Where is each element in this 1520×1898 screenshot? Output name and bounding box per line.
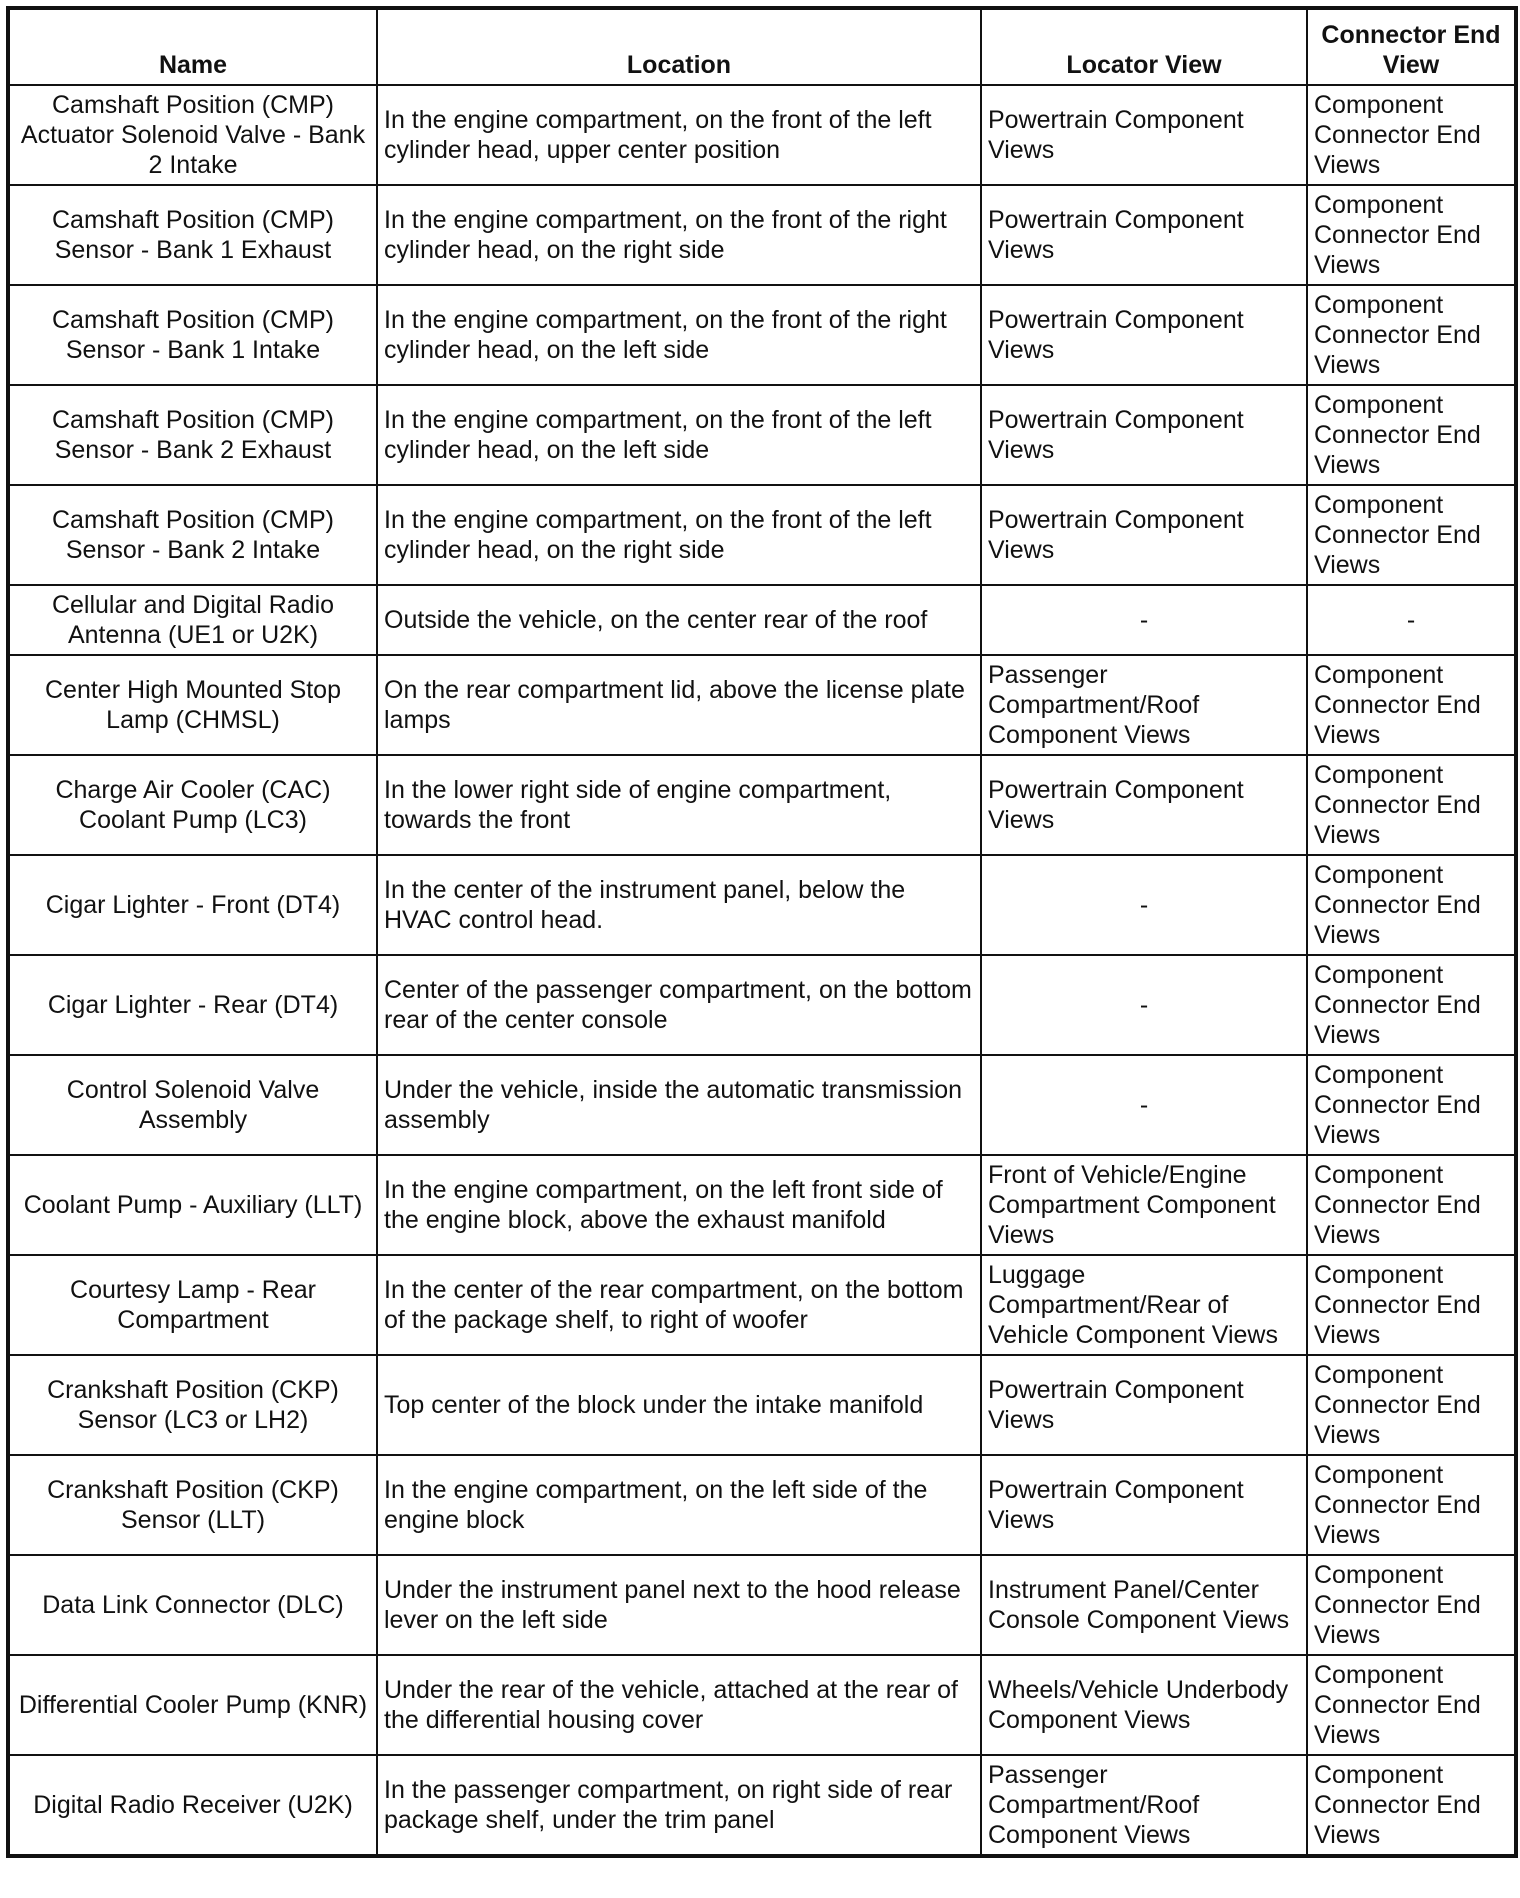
cell-location: In the passenger compartment, on right side of rear package shelf, under the trim panel	[377, 1755, 981, 1856]
cell-connector-end-view: Component Connector End Views	[1307, 85, 1516, 185]
cell-name: Camshaft Position (CMP) Sensor - Bank 1 Intake	[8, 285, 377, 385]
cell-connector-end-view: Component Connector End Views	[1307, 755, 1516, 855]
cell-name: Center High Mounted Stop Lamp (CHMSL)	[8, 655, 377, 755]
cell-name: Cigar Lighter - Front (DT4)	[8, 855, 377, 955]
table-row	[8, 1655, 1516, 1755]
cell-connector-end-view: Component Connector End Views	[1307, 385, 1516, 485]
cell-name: Courtesy Lamp - Rear Compartment	[8, 1255, 377, 1355]
table-row	[8, 1155, 1516, 1255]
cell-location: Top center of the block under the intake manifold	[377, 1355, 981, 1455]
cell-name: Control Solenoid Valve Assembly	[8, 1055, 377, 1155]
cell-name: Charge Air Cooler (CAC) Coolant Pump (LC3)	[8, 755, 377, 855]
cell-locator-view: Powertrain Component Views	[981, 755, 1307, 855]
cell-locator-view: Powertrain Component Views	[981, 1355, 1307, 1455]
table-row	[8, 755, 1516, 855]
cell-location: Under the rear of the vehicle, attached at the rear of the differential housing cover	[377, 1655, 981, 1755]
cell-location: In the lower right side of engine compartment, towards the front	[377, 755, 981, 855]
cell-locator-view: -	[981, 955, 1307, 1055]
cell-name: Camshaft Position (CMP) Sensor - Bank 2 Exhaust	[8, 385, 377, 485]
cell-locator-view: Powertrain Component Views	[981, 385, 1307, 485]
cell-connector-end-view: Component Connector End Views	[1307, 1255, 1516, 1355]
cell-location: In the engine compartment, on the front of the left cylinder head, on the left side	[377, 385, 981, 485]
cell-connector-end-view: Component Connector End Views	[1307, 485, 1516, 585]
cell-location: Center of the passenger compartment, on the bottom rear of the center console	[377, 955, 981, 1055]
cell-location: In the engine compartment, on the front of the right cylinder head, on the left side	[377, 285, 981, 385]
header-locator-view: Locator View	[981, 8, 1307, 85]
table-row	[8, 485, 1516, 585]
cell-name: Data Link Connector (DLC)	[8, 1555, 377, 1655]
cell-location: In the engine compartment, on the left side of the engine block	[377, 1455, 981, 1555]
table-row	[8, 1455, 1516, 1555]
table-row	[8, 1255, 1516, 1355]
component-locator-sheet	[6, 6, 1518, 1858]
table-row	[8, 1555, 1516, 1655]
table-row	[8, 955, 1516, 1055]
cell-name: Camshaft Position (CMP) Actuator Solenoid Valve - Bank 2 Intake	[8, 85, 377, 185]
cell-locator-view: Powertrain Component Views	[981, 485, 1307, 585]
table-row	[8, 655, 1516, 755]
cell-location: In the engine compartment, on the front of the left cylinder head, upper center position	[377, 85, 981, 185]
cell-name: Differential Cooler Pump (KNR)	[8, 1655, 377, 1755]
cell-location: In the center of the instrument panel, below the HVAC control head.	[377, 855, 981, 955]
cell-location: In the center of the rear compartment, on the bottom of the package shelf, to right of woofer	[377, 1255, 981, 1355]
cell-locator-view: Instrument Panel/Center Console Component Views	[981, 1555, 1307, 1655]
cell-connector-end-view: Component Connector End Views	[1307, 285, 1516, 385]
cell-locator-view: -	[981, 585, 1307, 655]
cell-connector-end-view: Component Connector End Views	[1307, 1755, 1516, 1856]
table-row	[8, 855, 1516, 955]
table-row	[8, 385, 1516, 485]
cell-location: In the engine compartment, on the front of the left cylinder head, on the right side	[377, 485, 981, 585]
cell-locator-view: Luggage Compartment/Rear of Vehicle Component Views	[981, 1255, 1307, 1355]
cell-name: Digital Radio Receiver (U2K)	[8, 1755, 377, 1856]
table-row	[8, 285, 1516, 385]
cell-connector-end-view: Component Connector End Views	[1307, 185, 1516, 285]
cell-location: In the engine compartment, on the left front side of the engine block, above the exhaust manifold	[377, 1155, 981, 1255]
cell-locator-view: Front of Vehicle/Engine Compartment Component Views	[981, 1155, 1307, 1255]
table-row	[8, 1355, 1516, 1455]
cell-connector-end-view: Component Connector End Views	[1307, 1155, 1516, 1255]
header-connector-end-view: Connector End View	[1307, 8, 1516, 85]
cell-location: Under the instrument panel next to the hood release lever on the left side	[377, 1555, 981, 1655]
cell-connector-end-view: -	[1307, 585, 1516, 655]
header-location: Location	[377, 8, 981, 85]
table-row	[8, 185, 1516, 285]
table-row	[8, 1755, 1516, 1856]
table-header-row	[8, 8, 1516, 85]
cell-connector-end-view: Component Connector End Views	[1307, 855, 1516, 955]
cell-connector-end-view: Component Connector End Views	[1307, 1455, 1516, 1555]
cell-connector-end-view: Component Connector End Views	[1307, 1555, 1516, 1655]
cell-location: On the rear compartment lid, above the license plate lamps	[377, 655, 981, 755]
cell-locator-view: Passenger Compartment/Roof Component Views	[981, 1755, 1307, 1856]
cell-location: Under the vehicle, inside the automatic transmission assembly	[377, 1055, 981, 1155]
cell-locator-view: Wheels/Vehicle Underbody Component Views	[981, 1655, 1307, 1755]
cell-location: In the engine compartment, on the front of the right cylinder head, on the right side	[377, 185, 981, 285]
table-row	[8, 585, 1516, 655]
cell-name: Crankshaft Position (CKP) Sensor (LC3 or LH2)	[8, 1355, 377, 1455]
cell-name: Camshaft Position (CMP) Sensor - Bank 1 Exhaust	[8, 185, 377, 285]
header-name: Name	[8, 8, 377, 85]
component-locator-table	[6, 6, 1518, 1858]
cell-locator-view: Powertrain Component Views	[981, 185, 1307, 285]
cell-name: Coolant Pump - Auxiliary (LLT)	[8, 1155, 377, 1255]
cell-connector-end-view: Component Connector End Views	[1307, 1655, 1516, 1755]
cell-locator-view: Passenger Compartment/Roof Component Views	[981, 655, 1307, 755]
cell-location: Outside the vehicle, on the center rear of the roof	[377, 585, 981, 655]
cell-locator-view: -	[981, 1055, 1307, 1155]
cell-connector-end-view: Component Connector End Views	[1307, 1055, 1516, 1155]
cell-name: Cigar Lighter - Rear (DT4)	[8, 955, 377, 1055]
table-row	[8, 1055, 1516, 1155]
table-row	[8, 85, 1516, 185]
cell-connector-end-view: Component Connector End Views	[1307, 955, 1516, 1055]
cell-locator-view: Powertrain Component Views	[981, 85, 1307, 185]
cell-locator-view: -	[981, 855, 1307, 955]
cell-locator-view: Powertrain Component Views	[981, 1455, 1307, 1555]
cell-name: Crankshaft Position (CKP) Sensor (LLT)	[8, 1455, 377, 1555]
cell-connector-end-view: Component Connector End Views	[1307, 655, 1516, 755]
cell-name: Cellular and Digital Radio Antenna (UE1 or U2K)	[8, 585, 377, 655]
cell-locator-view: Powertrain Component Views	[981, 285, 1307, 385]
cell-name: Camshaft Position (CMP) Sensor - Bank 2 Intake	[8, 485, 377, 585]
cell-connector-end-view: Component Connector End Views	[1307, 1355, 1516, 1455]
